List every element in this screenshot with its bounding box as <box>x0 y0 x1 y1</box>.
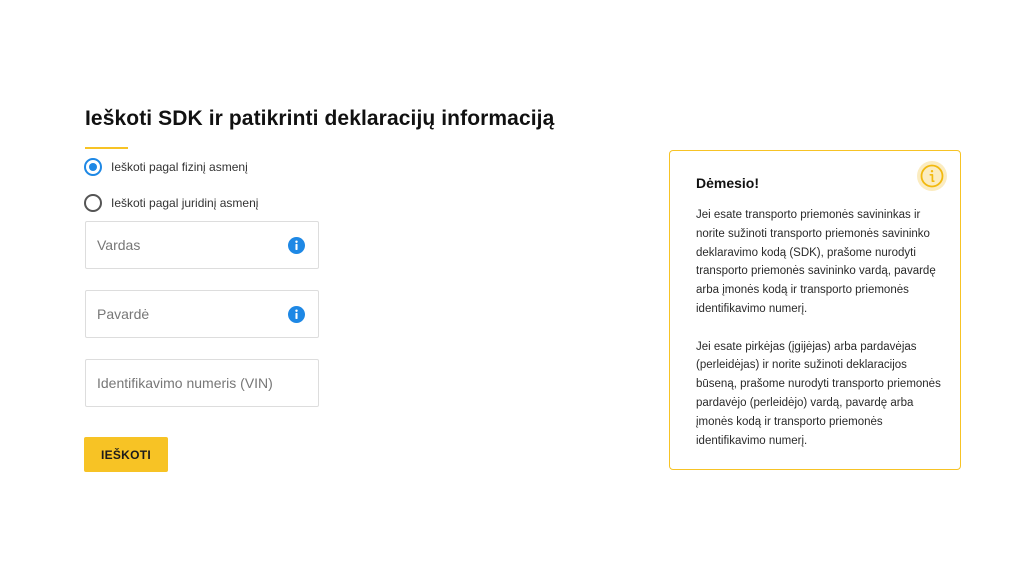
radio-label-legal-person: Ieškoti pagal juridinį asmenį <box>111 196 259 210</box>
first-name-field-container <box>85 221 319 269</box>
notice-text <box>696 206 941 450</box>
last-name-field-container <box>85 290 319 338</box>
vin-input[interactable] <box>86 360 318 406</box>
radio-natural-person[interactable] <box>84 158 248 176</box>
radio-button[interactable] <box>84 194 102 212</box>
info-icon[interactable] <box>288 306 305 323</box>
notice-box <box>669 150 961 470</box>
radio-legal-person[interactable] <box>84 194 258 212</box>
last-name-input[interactable] <box>86 291 318 337</box>
radio-label-natural-person: Ieškoti pagal fizinį asmenį <box>111 160 248 174</box>
notice-title: Dėmesio! <box>696 175 760 191</box>
radio-button-checked[interactable] <box>84 158 102 176</box>
info-icon[interactable] <box>288 237 305 254</box>
vin-field-container <box>85 359 319 407</box>
notice-paragraph: Jei esate transporto priemonės savininkas ir norite sužinoti transporto priemonės savininko deklaravimo kodą (SDK), prašome nurodyti transporto priemonės savininko vardą, pavardę arba įmonės kodą ir transporto priemonės identifikavimo numerį. <box>696 209 936 315</box>
first-name-input[interactable] <box>86 222 318 268</box>
search-button[interactable]: IEŠKOTI <box>84 437 168 472</box>
title-underline <box>85 147 128 149</box>
page-title: Ieškoti SDK ir patikrinti deklaracijų informaciją <box>85 107 555 130</box>
info-icon <box>916 160 948 192</box>
notice-paragraph: Jei esate pirkėjas (įgijėjas) arba pardavėjas (perleidėjas) ir norite sužinoti deklaracijos būseną, prašome nurodyti transporto priemonės pardavėjo (perleidėjo) vardą, pavardę arba įmonės kodą ir transporto priemonės identifikavimo numerį. <box>696 340 941 447</box>
